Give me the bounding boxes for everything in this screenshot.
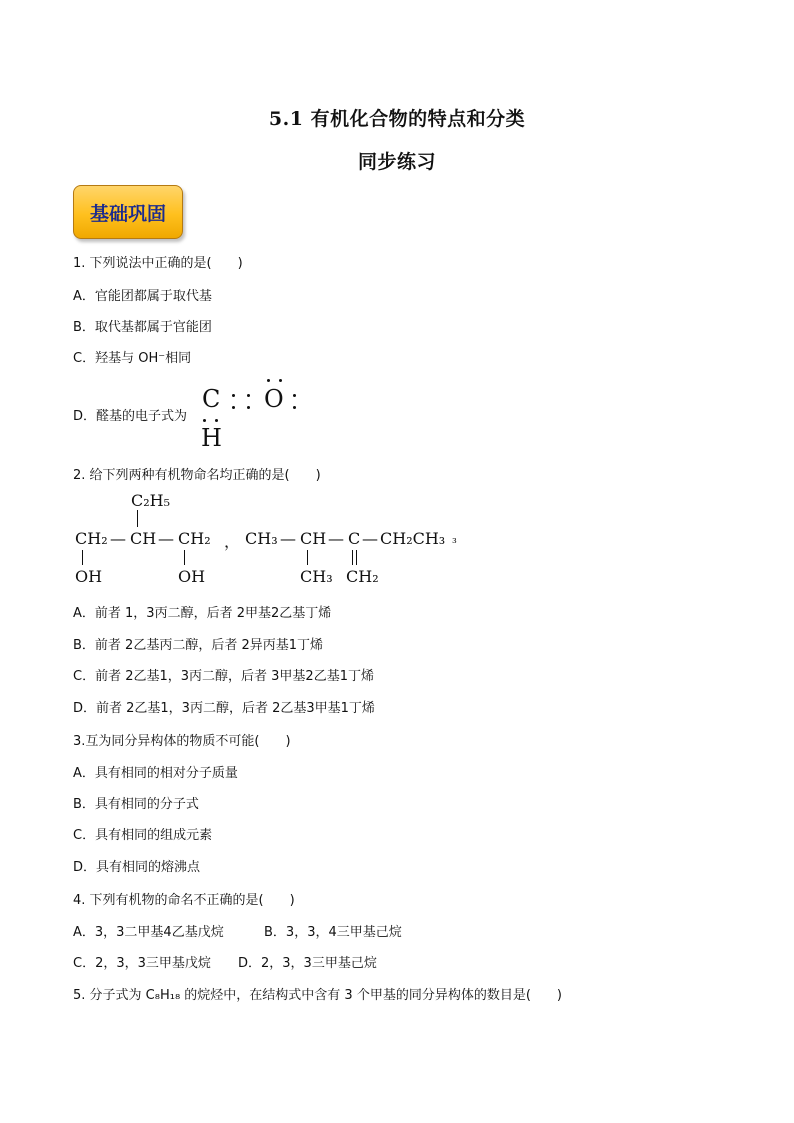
question-3-option-c: C．具有相同的组成元素 [73, 828, 213, 843]
section-badge-label: 基础巩固 [89, 202, 166, 225]
question-1-option-a: A．官能团都属于取代基 [73, 289, 212, 304]
electron-dot [203, 419, 206, 422]
question-4-stem: 4. 下列有机物的命名不正确的是( ) [73, 893, 295, 908]
question-1-stem: 1. 下列说法中正确的是( ) [73, 256, 243, 271]
question-2-option-a: A．前者 1，3丙二醇，后者 2甲基2乙基丁烯 [73, 606, 332, 621]
electron-dot [293, 394, 296, 397]
question-2-option-b: B．前者 2乙基丙二醇，后者 2异丙基1丁烯 [73, 638, 323, 653]
methylene-branch: CH₂ [346, 567, 379, 586]
electron-dot [232, 394, 235, 397]
electron-dot [232, 406, 235, 409]
bond: — [158, 529, 174, 548]
question-3-option-a: A．具有相同的相对分子质量 [73, 766, 238, 781]
oxygen-atom: O [264, 385, 284, 413]
double-bond-line [356, 550, 357, 565]
bond-vertical [184, 550, 185, 565]
question-5-stem: 5. 分子式为 C₈H₁₈ 的烷烃中，在结构式中含有 3 个甲基的同分异构体的数目是( ) [73, 988, 562, 1003]
question-3-option-b: B．具有相同的分子式 [73, 797, 199, 812]
electron-dot [247, 406, 250, 409]
question-2-option-c: C．前者 2乙基1，3丙二醇，后者 3甲基2乙基1丁烯 [73, 669, 374, 684]
methyl-branch: CH₃ [300, 567, 333, 586]
stray-subscript: ₃ [452, 532, 457, 546]
question-4-option-d: D．2，3，3三甲基己烷 [238, 956, 377, 971]
c-alkene: C [348, 529, 361, 548]
electron-dot [279, 379, 282, 382]
question-1-option-c: C．羟基与 OH⁻相同 [73, 351, 192, 366]
electron-dot [293, 406, 296, 409]
bond: — [328, 529, 344, 548]
bond-vertical [137, 510, 138, 527]
electron-dot [267, 379, 270, 382]
ethyl-substituent: C₂H₅ [131, 491, 171, 510]
question-4-option-b: B．3，3，4三甲基己烷 [264, 925, 402, 940]
separator-comma: ， [224, 532, 241, 551]
section-badge [73, 185, 183, 239]
hydroxyl-right: OH [178, 567, 206, 586]
question-2-option-d: D．前者 2乙基1，3丙二醇，后者 2乙基3甲基1丁烯 [73, 701, 375, 716]
ch-branch: CH [300, 529, 327, 548]
bond-vertical [82, 550, 83, 565]
bond-vertical [307, 550, 308, 565]
ch2-left: CH₂ [75, 529, 108, 548]
page-title: 5.1 有机化合物的特点和分类 [268, 108, 526, 130]
question-3-option-d: D．具有相同的熔沸点 [73, 860, 201, 875]
ch2-right: CH₂ [178, 529, 211, 548]
electron-dot [215, 419, 218, 422]
ch-middle: CH [130, 529, 157, 548]
question-2-stem: 2. 给下列两种有机物命名均正确的是( ) [73, 468, 321, 483]
hydrogen-atom: H [201, 424, 222, 452]
ch3-start: CH₃ [245, 529, 278, 548]
bond: — [362, 529, 378, 548]
question-4-option-c: C．2，3，3三甲基戊烷 [73, 956, 211, 971]
carbon-atom: C [202, 385, 221, 413]
ch2ch3-tail: CH₂CH₃ [380, 529, 446, 548]
double-bond-line [352, 550, 353, 565]
question-1-option-b: B．取代基都属于官能团 [73, 320, 212, 335]
electron-dot [247, 394, 250, 397]
bond: — [280, 529, 296, 548]
hydroxyl-left: OH [75, 567, 103, 586]
question-4-option-a: A．3，3二甲基4乙基戊烷 [73, 925, 224, 940]
question-3-stem: 3.互为同分异构体的物质不可能( ) [73, 734, 291, 749]
bond: — [110, 529, 126, 548]
page-subtitle: 同步练习 [357, 151, 436, 173]
question-1-option-d: D．醛基的电子式为 [73, 409, 188, 424]
